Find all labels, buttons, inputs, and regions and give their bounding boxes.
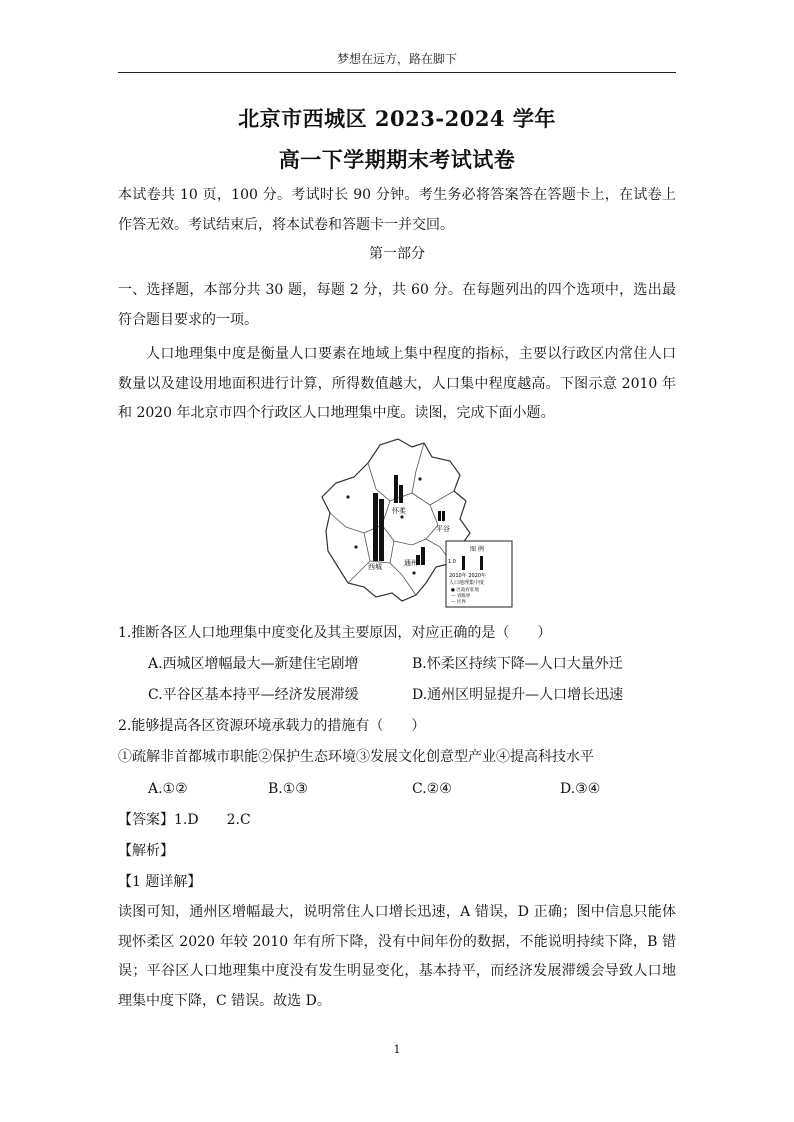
- tongzhou-bar-2020: [421, 547, 425, 565]
- detail-explanation: 读图可知，通州区增幅最大，说明常住人口增长迅速，A 错误，D 正确；图中信息只能体现怀柔区 2020 年较 2010 年有所下降，没有中间年份的数据，不能说明持续下降，B 错误；平谷区人口地理集中度没有发生明显变化，基本持平，而经济发展滞缓会导致人口地理集中度下降，C 错误。故选 D。: [118, 904, 676, 1009]
- q1-option-d: D.通州区明显提升—人口增长迅速: [412, 687, 624, 703]
- exam-instructions: 本试卷共 10 页，100 分。考试时长 90 分钟。考生务必将答案答在答题卡上，在试卷上作答无效。考试结束后，将本试卷和答题卡一并交回。: [118, 187, 676, 233]
- district-seat-dot: [418, 477, 421, 480]
- map-label-xicheng: 西城: [368, 563, 382, 571]
- exam-title-line1: 北京市西城区 2023-2024 学年: [238, 106, 556, 131]
- detail-label: 【1 题详解】: [118, 874, 202, 890]
- page-header-motto: 梦想在远方，路在脚下: [336, 52, 457, 66]
- q2-option-a: A.①②: [148, 781, 188, 797]
- q1-option-b: B.怀柔区持续下降—人口大量外迁: [412, 656, 623, 672]
- q2-option-c: C.②④: [412, 781, 452, 797]
- q1-option-a: A.西城区增幅最大—新建住宅剧增: [148, 656, 359, 672]
- question-2-stem: 2.能够提高各区资源环境承载力的措施有（ ）: [118, 718, 426, 734]
- district-seat-dot: [354, 545, 357, 548]
- page-number: 1: [393, 1043, 401, 1056]
- xicheng-bar-2010: [373, 493, 378, 561]
- section-instructions: 一、选择题，本部分共 30 题，每题 2 分，共 60 分。在每题列出的四个选项中，选出最符合题目要求的一项。: [118, 282, 676, 328]
- q2-option-d: D.③④: [560, 781, 601, 797]
- map-label-tongzhou: 通州: [404, 559, 418, 567]
- pinggu-bar-2020: [442, 511, 445, 521]
- huairou-bar-2010: [394, 475, 398, 503]
- map-label-huairou: 怀柔: [392, 507, 406, 515]
- legend-bar-2010: [462, 556, 465, 570]
- reading-passage: 人口地理集中度是衡量人口要素在地域上集中程度的指标，主要以行政区内常住人口数量以及建设用地面积进行计算，所得数值越大，人口集中程度越高。下图示意 2010 年和 2020 年北京市四个行政区人口地理集中度。读图，完成下面小题。: [118, 346, 676, 421]
- analysis-label: 【解析】: [118, 843, 174, 859]
- legend-item-province: — 省级界: [451, 594, 471, 599]
- beijing-map: [320, 435, 520, 615]
- district-seat-dot: [412, 571, 415, 574]
- legend-years: 2010年 2020年: [449, 573, 487, 579]
- district-seat-dot: [346, 495, 349, 498]
- q2-option-b: B.①③: [268, 781, 308, 797]
- beijing-map-figure: [320, 435, 520, 615]
- legend-item-seat: ● 区政府驻地: [451, 588, 479, 593]
- part-heading: 第一部分: [369, 246, 425, 262]
- pinggu-bar-2010: [438, 511, 441, 521]
- district-seat-dot: [400, 515, 403, 518]
- legend-measure: 人口地理集中度: [449, 580, 485, 586]
- legend-item-district: — 区界: [451, 600, 466, 605]
- legend-bar-2020: [480, 556, 483, 570]
- huairou-bar-2020: [399, 485, 403, 503]
- q1-option-c: C.平谷区基本持平—经济发展滞缓: [148, 687, 359, 703]
- map-label-pinggu: 平谷: [436, 525, 450, 533]
- xicheng-bar-2020: [379, 499, 384, 561]
- question-2-items: ①疏解非首都城市职能②保护生态环境③发展文化创意型产业④提高科技水平: [118, 749, 594, 765]
- legend-title: 图 例: [470, 546, 484, 553]
- exam-title-line2: 高一下学期期末考试试卷: [278, 147, 516, 172]
- legend-scale-value: 1.0: [448, 559, 456, 565]
- header-divider: [118, 72, 676, 73]
- answer-line: 【答案】1.D 2.C: [118, 812, 251, 828]
- question-1-stem: 1.推断各区人口地理集中度变化及其主要原因，对应正确的是（ ）: [118, 625, 552, 641]
